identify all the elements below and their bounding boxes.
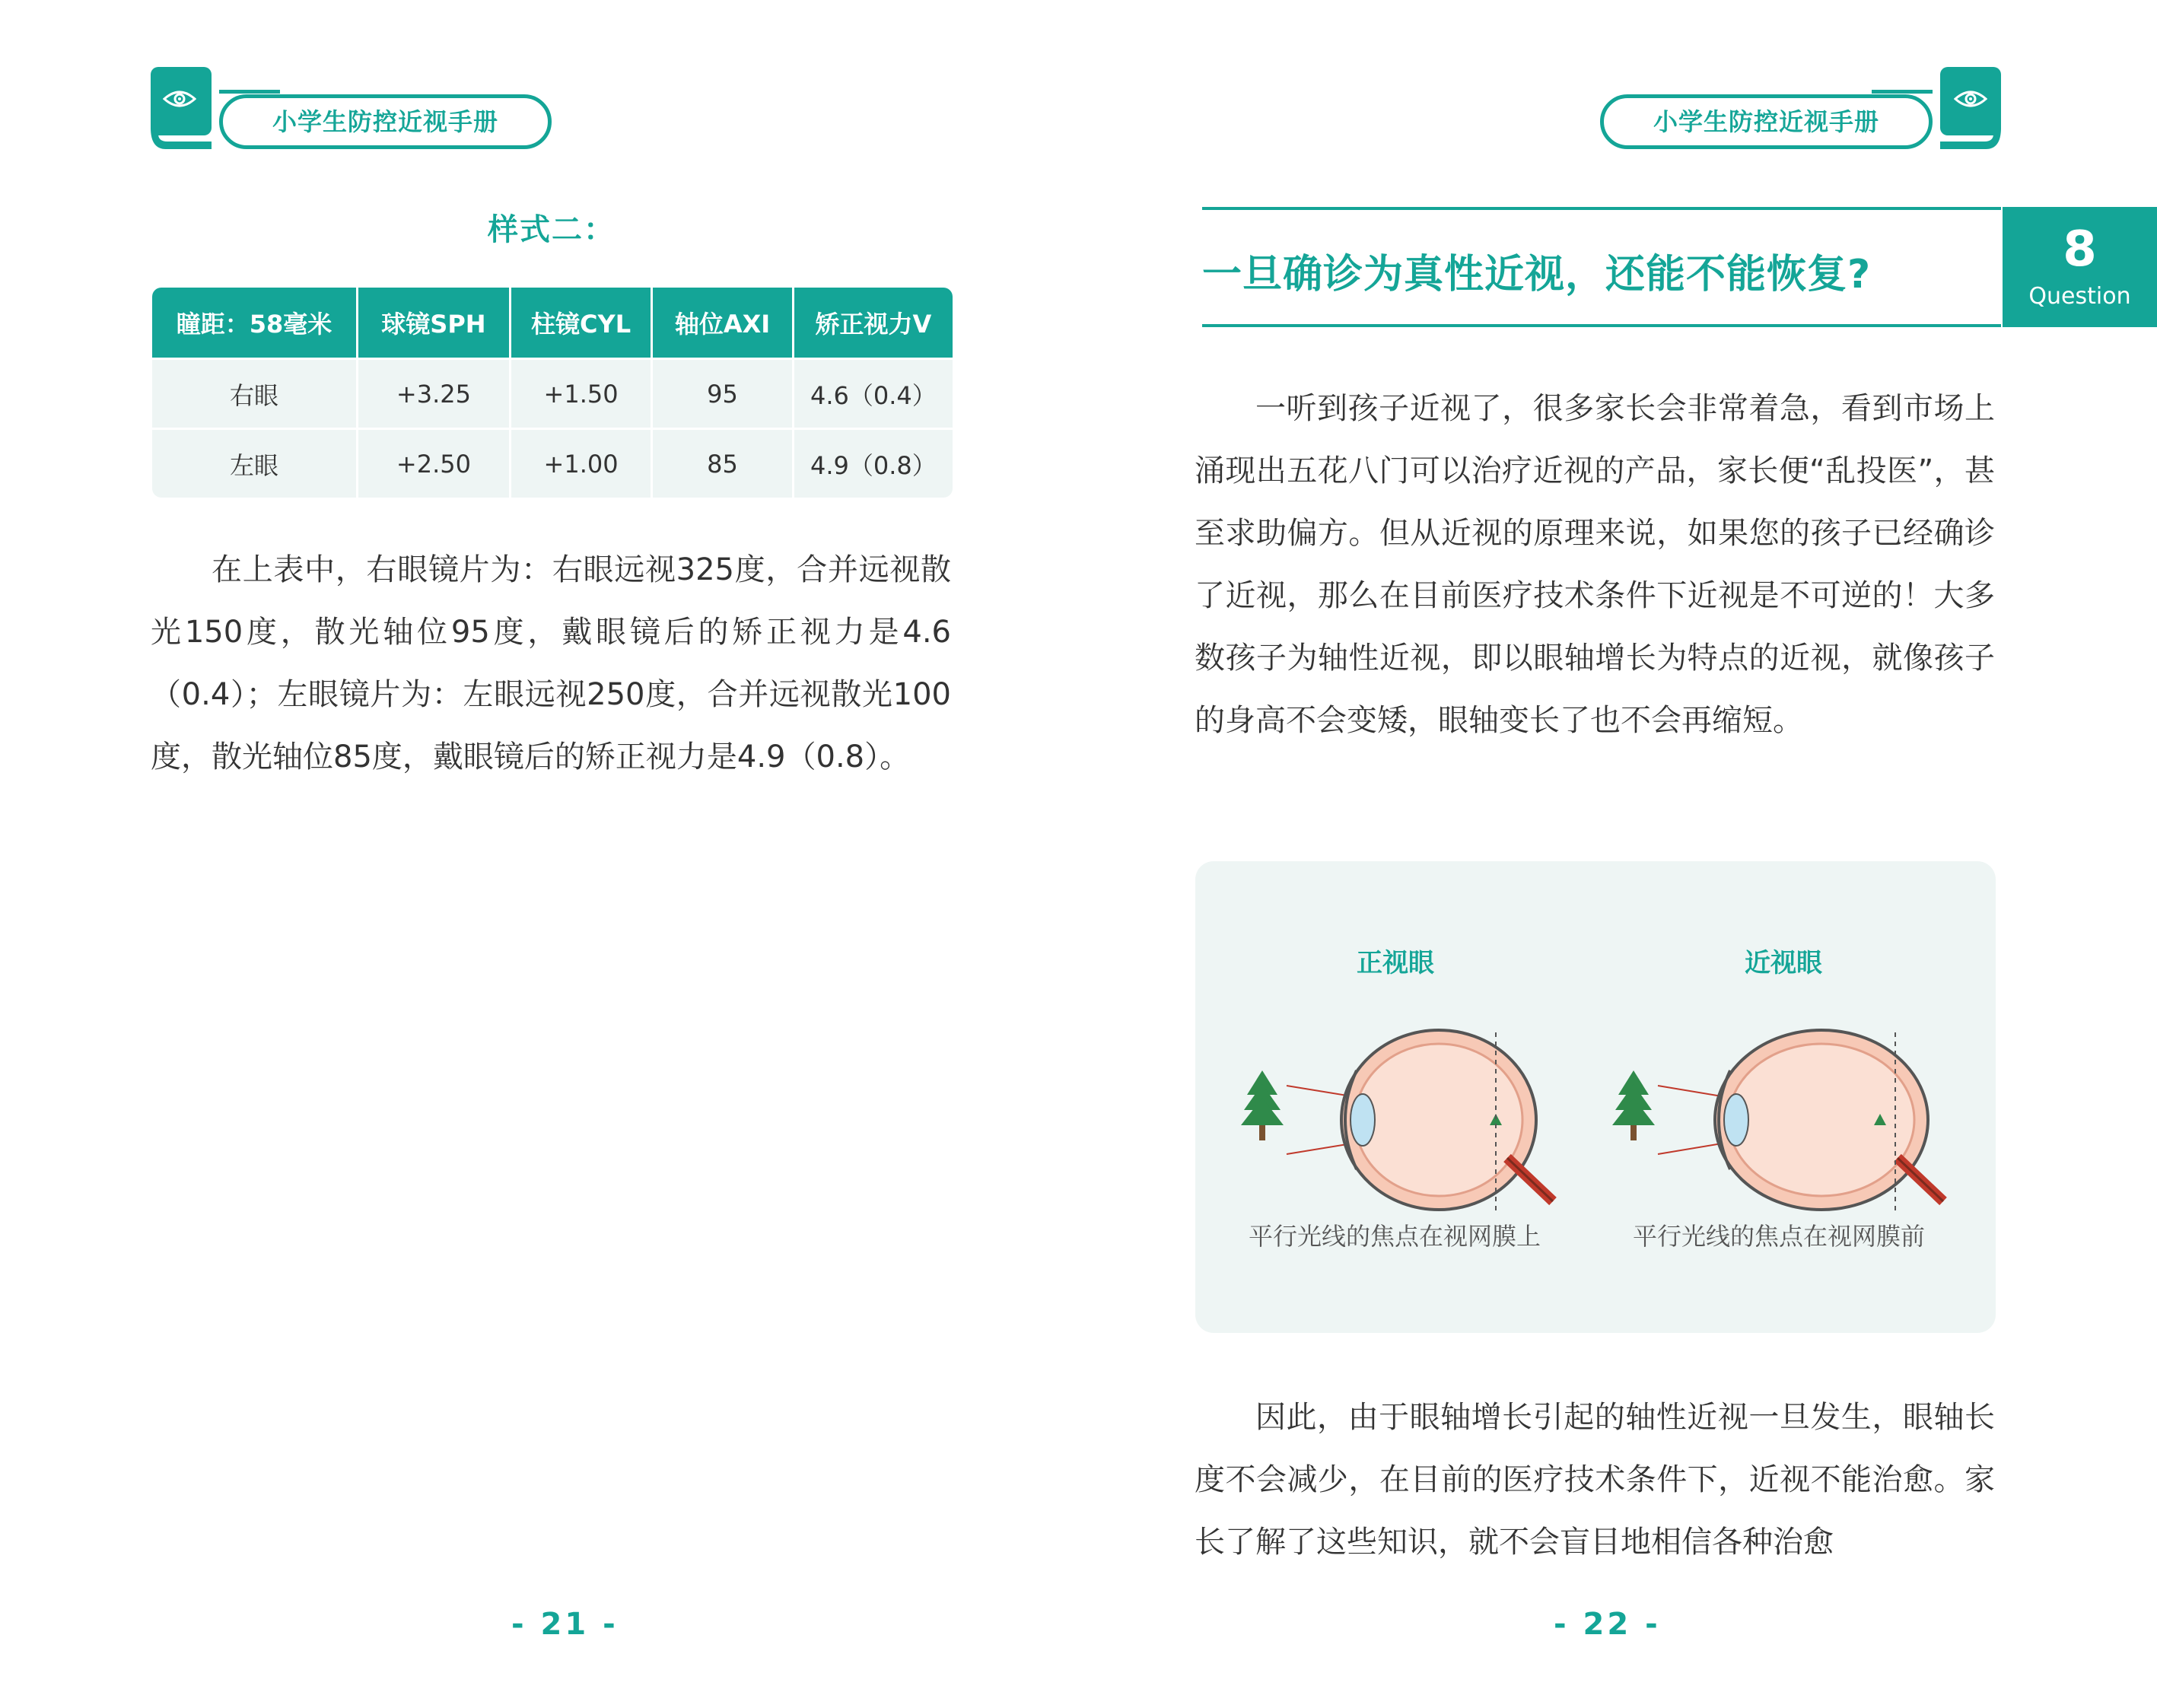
normal-eye-label: 正视眼 [1357, 948, 1434, 978]
table-header: 球镜SPH [357, 288, 510, 359]
prescription-table [152, 288, 953, 498]
table-cell: 95 [652, 359, 794, 429]
title-rule-top [1202, 207, 2001, 210]
table-header-row [152, 288, 953, 359]
table-cell: +3.25 [357, 359, 510, 429]
left-page [0, 0, 1073, 1708]
page-number: - 22 - [1554, 1607, 1661, 1642]
table-cell: 85 [652, 429, 794, 498]
title-rule-bottom [1202, 324, 2001, 327]
myopia-eye-caption: 平行光线的焦点在视网膜前 [1633, 1222, 1926, 1251]
body-paragraph [1195, 1386, 1995, 1573]
table-row [152, 429, 953, 498]
table-cell: +1.00 [510, 429, 651, 498]
normal-eye-illustration [1233, 1002, 1583, 1223]
table-header: 柱镜CYL [510, 288, 651, 359]
question-badge [2003, 207, 2157, 327]
table-cell: +2.50 [357, 429, 510, 498]
myopia-eye-label: 近视眼 [1745, 948, 1822, 978]
myopia-eye-illustration [1605, 1002, 1962, 1223]
eye-diagram [1195, 861, 1996, 1333]
tree-icon [1241, 1070, 1284, 1140]
header-title: 小学生防控近视手册 [1653, 107, 1879, 136]
header-title: 小学生防控近视手册 [272, 107, 498, 136]
paragraph-text: 因此，由于眼轴增长引起的轴性近视一旦发生，眼轴长度不会减少，在目前的医疗技术条件下，近视不能治愈。家长了解了这些知识，就不会盲目地相信各种治愈 [1195, 1400, 1995, 1560]
tree-icon [1612, 1070, 1655, 1140]
normal-eye-caption: 平行光线的焦点在视网膜上 [1249, 1222, 1541, 1251]
eye-icon [1954, 88, 1987, 110]
table-cell: +1.50 [510, 359, 651, 429]
table-row [152, 359, 953, 429]
style-title: 样式二： [488, 212, 616, 247]
body-paragraph [1195, 377, 1995, 752]
question-number: 8 [2063, 221, 2097, 278]
table-header: 轴位AXI [652, 288, 794, 359]
header-badge [1598, 67, 2001, 149]
paragraph-text: 在上表中，右眼镜片为：右眼远视325度，合并远视散光150度，散光轴位95度，戴眼镜后的矫正视力是4.6（0.4）；左眼镜片为：左眼远视250度，合并远视散光100度，散光轴位85度，戴眼镜后的矫正视力是4.9（0.8）。 [151, 552, 951, 774]
table-header: 瞳距：58毫米 [152, 288, 357, 359]
body-paragraph [151, 539, 951, 788]
header-badge [151, 67, 554, 149]
table-cell: 右眼 [152, 359, 357, 429]
question-label: Question [2028, 283, 2131, 310]
header-pill [1600, 94, 1933, 149]
table-cell: 4.6（0.4） [793, 359, 953, 429]
table-cell: 4.9（0.8） [793, 429, 953, 498]
table-header: 矫正视力V [793, 288, 953, 359]
eye-icon [163, 88, 196, 110]
question-title: 一旦确诊为真性近视，还能不能恢复? [1202, 252, 1872, 297]
table-cell: 左眼 [152, 429, 357, 498]
header-pill [219, 94, 552, 149]
right-page [1084, 0, 2157, 1708]
paragraph-text: 一听到孩子近视了，很多家长会非常着急，看到市场上涌现出五花八门可以治疗近视的产品，家长便“乱投医”，甚至求助偏方。但从近视的原理来说，如果您的孩子已经确诊了近视，那么在目前医疗技术条件下近视是不可逆的！大多数孩子为轴性近视，即以眼轴增长为特点的近视，就像孩子的身高不会变矮，眼轴变长了也不会再缩短。 [1195, 391, 1995, 738]
page-number: - 21 - [511, 1607, 619, 1642]
